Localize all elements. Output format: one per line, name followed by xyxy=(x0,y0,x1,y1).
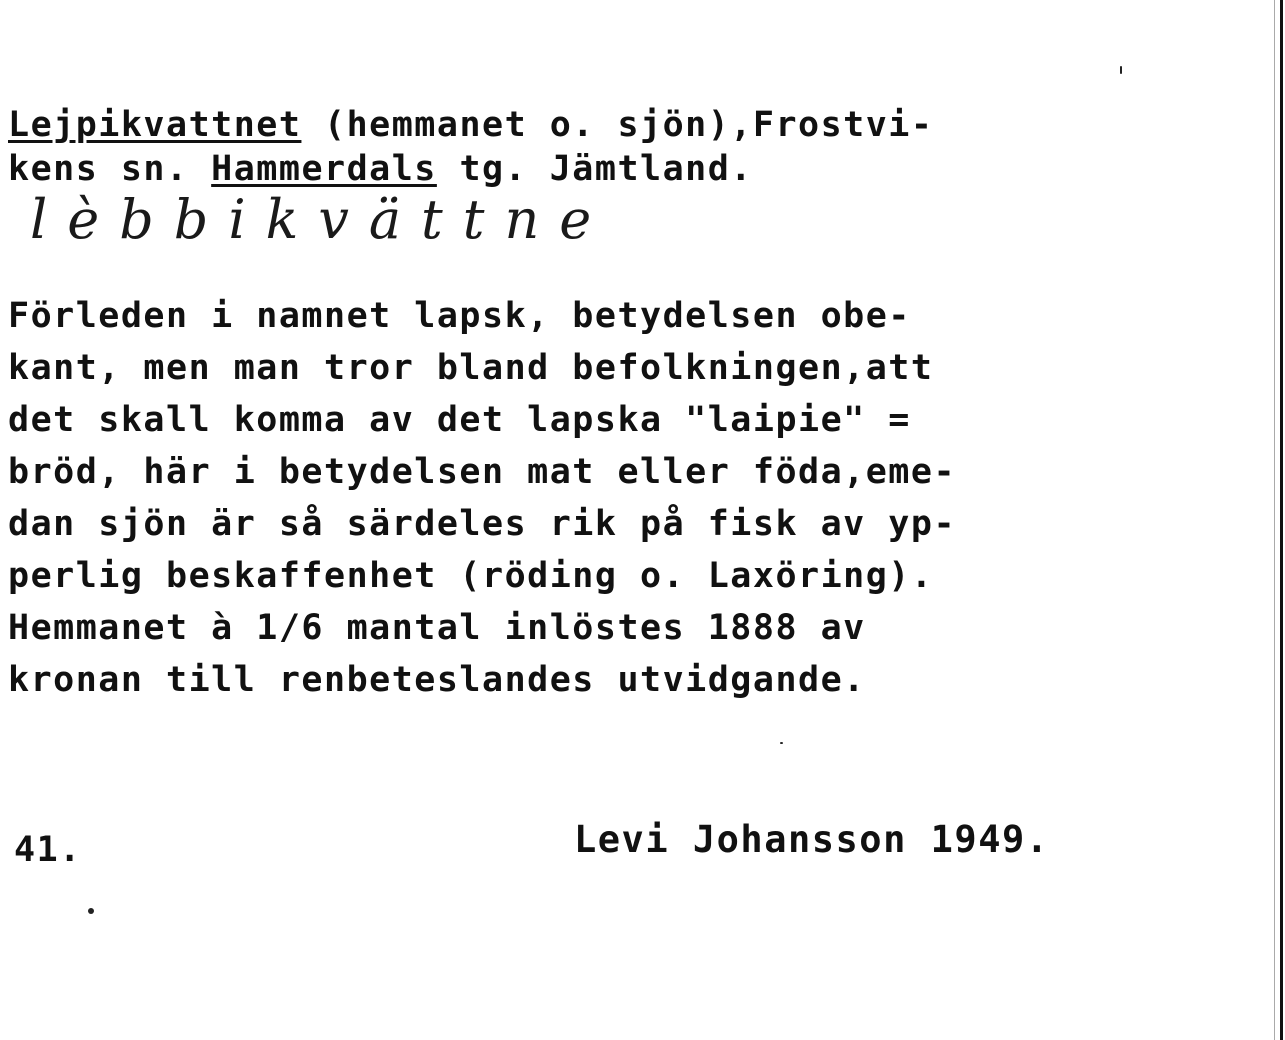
body-line: dan sjön är så särdeles rik på fisk av yp- xyxy=(8,504,957,544)
handwritten-pronunciation: lèbbikvättne xyxy=(30,188,612,251)
card-edge-shadow xyxy=(1274,0,1275,1040)
body-line: Förleden i namnet lapsk, betydelsen obe- xyxy=(8,296,911,336)
body-line: det skall komma av det lapska "laipie" = xyxy=(8,400,911,440)
signature: Levi Johansson 1949. xyxy=(574,818,1050,861)
parish-text: kens sn. xyxy=(8,149,212,189)
scan-speck xyxy=(1120,66,1122,74)
body-line: Hemmanet à 1/6 mantal inlöstes 1888 av xyxy=(8,608,866,648)
place-name: Lejpikvattnet xyxy=(8,105,302,145)
district-name: Hammerdals xyxy=(211,149,437,189)
card-edge xyxy=(1280,0,1283,1040)
scan-speck xyxy=(88,908,94,914)
region-text: tg. Jämtland. xyxy=(436,149,753,189)
body-line: kronan till renbeteslandes utvidgande. xyxy=(8,660,866,700)
body-line: kant, men man tror bland befolkningen,att xyxy=(8,348,934,388)
body-line: bröd, här i betydelsen mat eller föda,eme- xyxy=(8,452,957,492)
heading-line-1 xyxy=(8,103,933,147)
card-number: 41. xyxy=(14,830,82,870)
card-body xyxy=(8,290,956,706)
heading-line-2 xyxy=(8,147,753,191)
heading-rest: (hemmanet o. sjön),Frostvi- xyxy=(301,105,934,145)
body-line: perlig beskaffenhet (röding o. Laxöring). xyxy=(8,556,934,596)
scan-speck xyxy=(780,742,783,744)
